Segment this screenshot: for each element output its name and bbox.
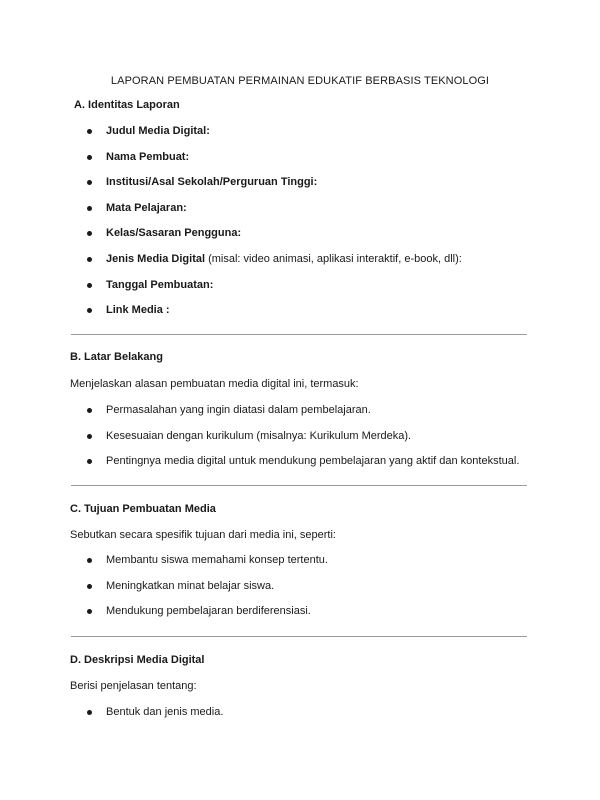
list-item-text: Kesesuaian dengan kurikulum (misalnya: Kurikulum Merdeka). (106, 429, 412, 442)
field-note: (misal: video animasi, aplikasi interaktif, e-book, dll): (205, 252, 462, 265)
document-title: LAPORAN PEMBUATAN PERMAINAN EDUKATIF BERBASIS TEKNOLOGI (110, 75, 490, 87)
bullet-icon (87, 257, 92, 262)
section-a-heading: A. Identitas Laporan (74, 99, 180, 111)
list-item (0, 150, 600, 176)
section-divider (71, 334, 527, 335)
list-item (0, 403, 600, 429)
bullet-icon (87, 129, 92, 134)
list-item (0, 579, 600, 605)
bullet-icon (87, 308, 92, 313)
bullet-icon (87, 609, 92, 614)
section-d-intro: Berisi penjelasan tentang: (70, 680, 197, 692)
bullet-icon (87, 434, 92, 439)
field-label: Kelas/Sasaran Pengguna: (106, 227, 242, 240)
section-b-intro: Menjelaskan alasan pembuatan media digital ini, termasuk: (70, 378, 359, 390)
field-label: Mata Pelajaran: (106, 201, 187, 214)
section-b-heading: B. Latar Belakang (70, 351, 163, 363)
bullet-icon (87, 584, 92, 589)
list-item (0, 553, 600, 579)
bullet-icon (87, 459, 92, 464)
bullet-icon (87, 283, 92, 288)
section-divider (71, 485, 527, 486)
section-d-list (0, 705, 600, 731)
section-c-list (0, 553, 600, 630)
list-item (0, 429, 600, 455)
field-label: Link Media : (106, 304, 170, 317)
section-divider (71, 636, 527, 637)
bullet-icon (87, 408, 92, 413)
section-c-intro: Sebutkan secara spesifik tujuan dari media ini, seperti: (70, 529, 336, 541)
list-item (0, 226, 600, 252)
bullet-icon (87, 231, 92, 236)
list-item (0, 124, 600, 150)
list-item (0, 604, 600, 630)
section-a-list (0, 124, 600, 329)
list-item (0, 303, 600, 329)
list-item (0, 705, 600, 731)
field-label: Judul Media Digital: (106, 125, 210, 137)
bullet-icon (87, 206, 92, 211)
list-item-text: Mendukung pembelajaran berdiferensiasi. (106, 605, 311, 618)
list-item-text: Membantu siswa memahami konsep tertentu. (106, 554, 328, 566)
bullet-icon (87, 710, 92, 715)
list-item (0, 175, 600, 201)
list-item (0, 454, 600, 480)
list-item-text: Permasalahan yang ingin diatasi dalam pembelajaran. (106, 404, 371, 416)
list-item (0, 252, 600, 278)
list-item-text: Pentingnya media digital untuk mendukung pembelajaran yang aktif dan kontekstual. (106, 455, 520, 468)
field-label: Tanggal Pembuatan: (106, 278, 214, 291)
field-label: Jenis Media Digital (106, 252, 206, 265)
field-label: Nama Pembuat: (106, 150, 190, 163)
bullet-icon (87, 558, 92, 563)
bullet-icon (87, 155, 92, 160)
list-item-text: Meningkatkan minat belajar siswa. (106, 579, 275, 592)
bullet-icon (87, 180, 92, 185)
field-label: Institusi/Asal Sekolah/Perguruan Tinggi: (106, 176, 318, 189)
section-d-heading: D. Deskripsi Media Digital (70, 654, 205, 666)
section-b-list (0, 403, 600, 480)
list-item (0, 201, 600, 227)
section-c-heading: C. Tujuan Pembuatan Media (70, 503, 216, 515)
list-item-text: Bentuk dan jenis media. (106, 706, 224, 718)
list-item (0, 278, 600, 304)
